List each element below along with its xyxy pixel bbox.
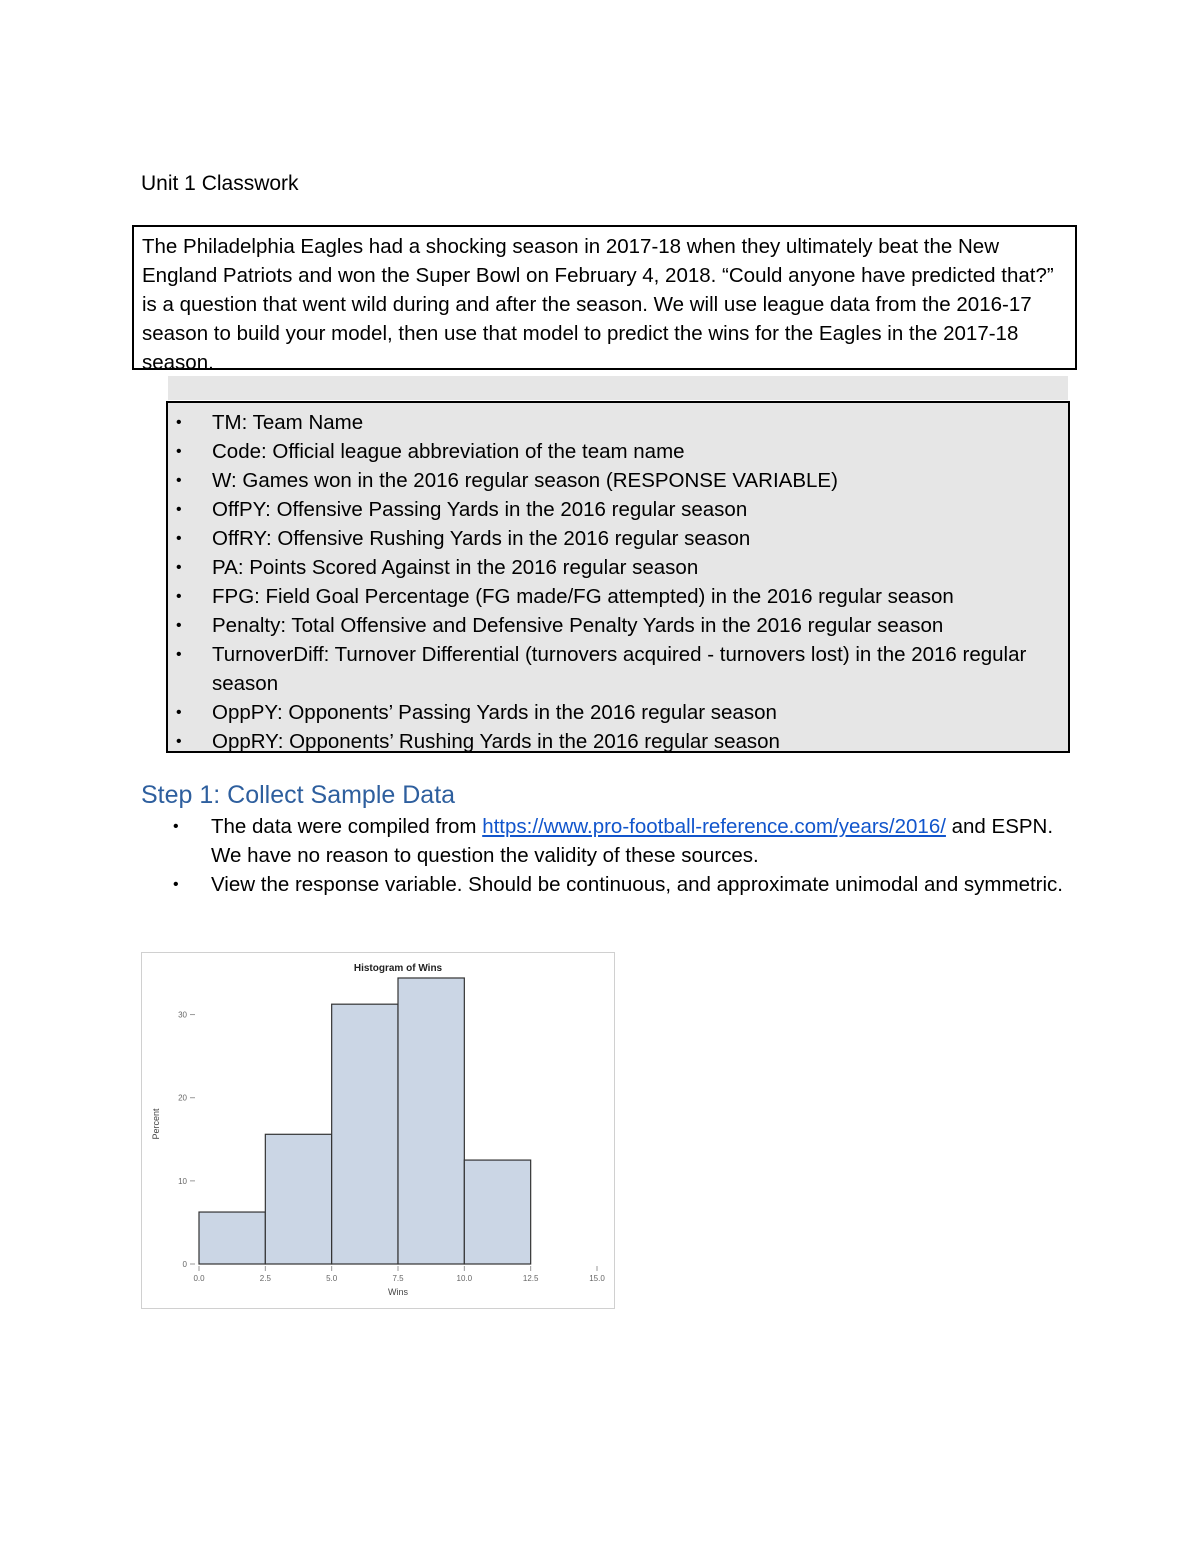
bullet-icon: • <box>176 588 182 605</box>
y-tick-label: 0 <box>182 1260 187 1269</box>
histogram-bar <box>398 978 464 1264</box>
list-item <box>168 495 1068 524</box>
histogram-bar <box>199 1212 265 1264</box>
list-item <box>168 553 1068 582</box>
list-item <box>168 812 1068 870</box>
bullet-icon: • <box>176 559 182 576</box>
histogram-svg <box>142 953 614 1308</box>
bullet-icon: • <box>176 646 182 663</box>
bullet-icon: • <box>176 733 182 750</box>
step-1-text-after: and ESPN. We have no reason to question the validity of these sources. <box>211 815 1054 867</box>
bullet-icon: • <box>176 501 182 518</box>
list-item <box>168 524 1068 553</box>
bullet-icon: • <box>173 876 179 893</box>
step-1-text-response: View the response variable. Should be continuous, and approximate unimodal and symmetric. <box>211 873 1064 896</box>
list-item <box>168 698 1068 727</box>
variable-text: TM: Team Name <box>212 411 364 434</box>
bars-group <box>199 978 531 1264</box>
variable-text: OppPY: Opponents’ Passing Yards in the 2016 regular season <box>212 701 777 724</box>
list-item <box>168 640 1068 698</box>
variable-text: PA: Points Scored Against in the 2016 regular season <box>212 556 699 579</box>
intro-box <box>132 225 1077 374</box>
list-item <box>168 582 1068 611</box>
y-axis-label: Percent <box>151 1108 161 1140</box>
list-item <box>168 466 1068 495</box>
step-1-text-before: The data were compiled from <box>211 815 483 838</box>
list-item <box>168 437 1068 466</box>
bullet-icon: • <box>176 704 182 721</box>
variable-text: TurnoverDiff: Turnover Differential (turnovers acquired - turnovers lost) in the 2016 regular season <box>212 643 1027 695</box>
variable-text: OppRY: Opponents’ Rushing Yards in the 2016 regular season <box>212 730 780 753</box>
variable-text: FPG: Field Goal Percentage (FG made/FG attempted) in the 2016 regular season <box>212 585 954 608</box>
bullet-icon: • <box>176 472 182 489</box>
step-1-list <box>168 812 1068 899</box>
histogram-bar <box>464 1160 530 1264</box>
bullet-icon: • <box>173 818 179 835</box>
histogram-bar <box>265 1134 331 1264</box>
list-item <box>168 408 1068 437</box>
bullet-icon: • <box>176 530 182 547</box>
intro-text: The Philadelphia Eagles had a shocking season in 2017-18 when they ultimately beat the New England Patriots and won the Super Bowl on February 4, 2018. “Could anyone have predicted that?” is a question that went wild during and after the season. We will use league data from the 2016-17 season to build your model, then use that model to predict the wins for the Eagles in the 2017-18 season. <box>142 235 1054 374</box>
step-1-heading: Step 1: Collect Sample Data <box>141 781 456 809</box>
x-tick-label: 2.5 <box>259 1274 271 1283</box>
list-item <box>168 611 1068 640</box>
x-tick-label: 15.0 <box>589 1274 605 1283</box>
source-link[interactable]: https://www.pro-football-reference.com/years/2016/ <box>482 815 946 838</box>
variables-box <box>166 401 1070 753</box>
x-tick-label: 0.0 <box>193 1274 205 1283</box>
y-tick-label: 10 <box>178 1176 187 1186</box>
variable-text: OffRY: Offensive Rushing Yards in the 2016 regular season <box>212 527 751 550</box>
variable-list <box>168 403 1068 756</box>
x-tick-label: 12.5 <box>522 1274 539 1283</box>
bullet-icon: • <box>176 617 182 634</box>
variable-text: Penalty: Total Offensive and Defensive Penalty Yards in the 2016 regular season <box>212 614 944 637</box>
list-item <box>168 727 1068 756</box>
histogram-bar <box>332 1004 398 1264</box>
chart-title: Histogram of Wins <box>353 963 443 974</box>
x-tick-label: 5.0 <box>326 1274 338 1283</box>
page-title: Unit 1 Classwork <box>141 172 299 195</box>
x-axis-label: Wins <box>388 1287 408 1297</box>
bullet-icon: • <box>176 443 182 460</box>
list-item <box>168 870 1068 899</box>
x-tick-label: 7.5 <box>392 1274 404 1283</box>
variable-text: Code: Official league abbreviation of the team name <box>212 440 685 463</box>
histogram-chart <box>141 952 615 1309</box>
variable-text: W: Games won in the 2016 regular season (RESPONSE VARIABLE) <box>212 469 838 492</box>
variable-text: OffPY: Offensive Passing Yards in the 2016 regular season <box>212 498 748 521</box>
y-tick-label: 30 <box>178 1010 187 1020</box>
bullet-icon: • <box>176 414 182 431</box>
y-tick-label: 20 <box>178 1093 187 1103</box>
shaded-spacer <box>168 376 1068 400</box>
x-tick-label: 10.0 <box>456 1274 473 1283</box>
